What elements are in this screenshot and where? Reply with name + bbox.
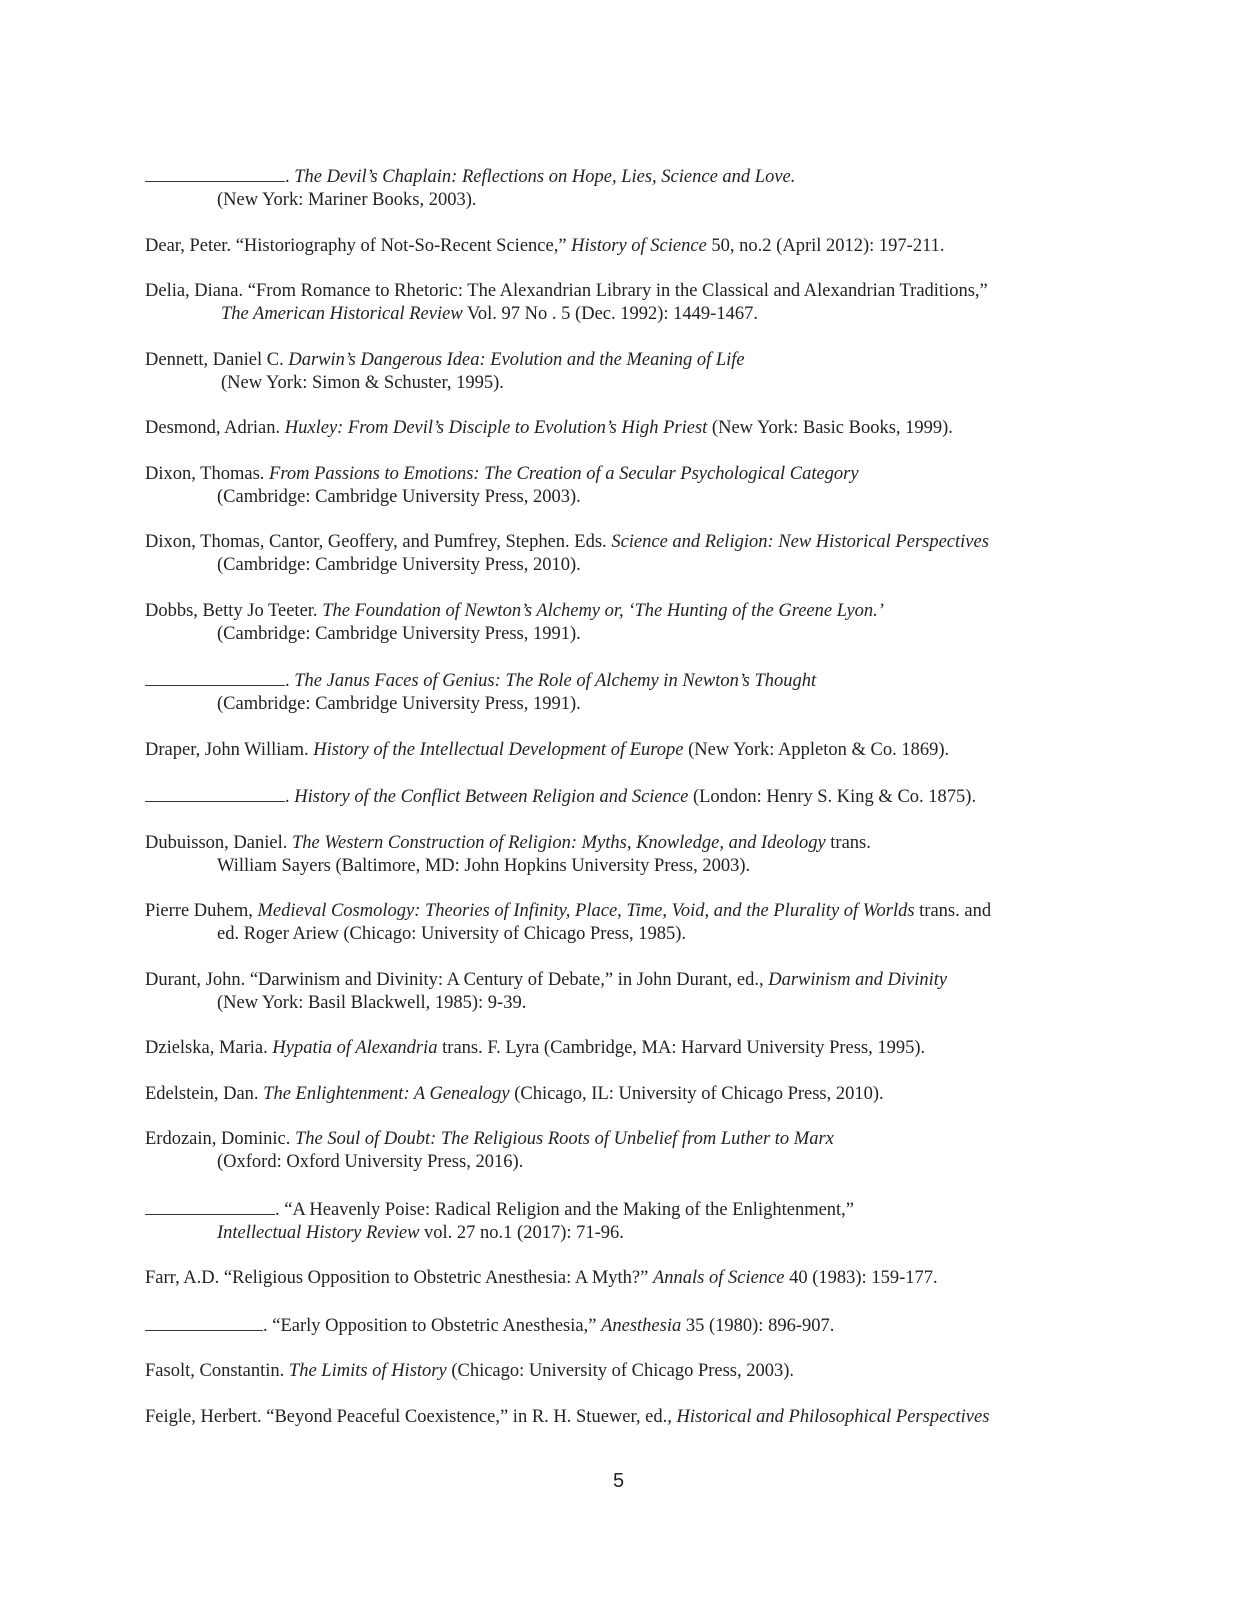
entry-first-line: Durant, John. “Darwinism and Divinity: A Century of Debate,” in John Durant, ed., Darwinism and Divinity bbox=[145, 969, 948, 990]
italic-title: History of Science bbox=[571, 235, 707, 256]
bibliography-entry bbox=[145, 1083, 1095, 1106]
bibliography-entry bbox=[145, 900, 1095, 946]
italic-title: The Limits of History bbox=[288, 1361, 447, 1381]
italic-title: The Western Construction of Religion: Myths, Knowledge, and Ideology bbox=[291, 832, 826, 853]
entry-first-line: Fasolt, Constantin. The Limits of History (Chicago: University of Chicago Press, 2003). bbox=[145, 1361, 795, 1381]
entry-continuation-line: William Sayers (Baltimore, MD: John Hopkins University Press, 2003). bbox=[217, 855, 751, 876]
ditto-author-line bbox=[145, 1197, 275, 1215]
italic-title: History of the Conflict Between Religion and Science bbox=[294, 787, 689, 807]
italic-title: Anesthesia bbox=[601, 1315, 682, 1336]
italic-title: From Passions to Emotions: The Creation of a Secular Psychological Category bbox=[269, 463, 859, 484]
italic-title: The Enlightenment: A Genealogy bbox=[263, 1083, 510, 1104]
bibliography-entry bbox=[145, 463, 1095, 509]
entry-first-line: Dubuisson, Daniel. The Western Construction of Religion: Myths, Knowledge, and Ideology trans. bbox=[145, 832, 871, 853]
entry-first-line: Dzielska, Maria. Hypatia of Alexandria trans. F. Lyra (Cambridge, MA: Harvard University Press, 1995). bbox=[145, 1038, 926, 1058]
entry-first-line: Dobbs, Betty Jo Teeter. The Foundation of Newton’s Alchemy or, ‘The Hunting of the Greene Lyon.’ bbox=[145, 600, 884, 621]
bibliography-entry bbox=[145, 164, 1095, 212]
entry-first-line: . The Janus Faces of Genius: The Role of Alchemy in Newton’s Thought bbox=[145, 668, 1095, 693]
entry-continuation-line: (Cambridge: Cambridge University Press, 1991). bbox=[217, 694, 581, 714]
entry-continuation-line: (Cambridge: Cambridge University Press, 1991). bbox=[217, 623, 581, 644]
entry-first-line: Farr, A.D. “Religious Opposition to Obstetric Anesthesia: A Myth?” Annals of Science 40 (1983): 159-177. bbox=[145, 1268, 938, 1288]
italic-title: Darwin’s Dangerous Idea: Evolution and the Meaning of Life bbox=[288, 349, 745, 370]
entry-continuation-line: Intellectual History Review vol. 27 no.1 (2017): 71-96. bbox=[217, 1222, 624, 1243]
entry-continuation-line: (New York: Basil Blackwell, 1985): 9-39. bbox=[217, 992, 527, 1013]
bibliography-entry bbox=[145, 1360, 1095, 1383]
italic-title: The American Historical Review bbox=[221, 304, 463, 324]
ditto-author-line bbox=[145, 784, 285, 802]
bibliography-entry bbox=[145, 832, 1095, 878]
italic-title: Darwinism and Divinity bbox=[768, 969, 948, 990]
entry-first-line: Erdozain, Dominic. The Soul of Doubt: The Religious Roots of Unbelief from Luther to Marx bbox=[145, 1129, 834, 1149]
entry-first-line: Dixon, Thomas, Cantor, Geoffery, and Pumfrey, Stephen. Eds. Science and Religion: New Historical Perspectives bbox=[145, 532, 989, 552]
page-number: 5 bbox=[612, 1470, 625, 1492]
bibliography-entry bbox=[145, 417, 1095, 440]
ditto-author-line bbox=[145, 668, 285, 686]
bibliography-entry bbox=[145, 235, 1095, 258]
italic-title: Hypatia of Alexandria bbox=[272, 1038, 438, 1058]
italic-title: History of the Intellectual Development of Europe bbox=[313, 739, 684, 760]
bibliography-entry bbox=[145, 668, 1095, 716]
entry-continuation-line: ed. Roger Ariew (Chicago: University of Chicago Press, 1985). bbox=[217, 924, 687, 944]
entry-first-line: Feigle, Herbert. “Beyond Peaceful Coexistence,” in R. H. Stuewer, ed., Historical and Philosophical Perspectives bbox=[145, 1406, 990, 1427]
bibliography-entry bbox=[145, 1128, 1095, 1174]
entry-continuation-line: (Cambridge: Cambridge University Press, 2010). bbox=[217, 555, 581, 575]
bibliography-entry bbox=[145, 600, 1095, 646]
entry-continuation-line: (New York: Mariner Books, 2003). bbox=[217, 190, 477, 210]
entry-first-line: Pierre Duhem, Medieval Cosmology: Theories of Infinity, Place, Time, Void, and the Plurality of Worlds trans. and bbox=[145, 901, 992, 921]
bibliography-entry bbox=[145, 349, 1095, 395]
italic-title: The Soul of Doubt: The Religious Roots of Unbelief from Luther to Marx bbox=[295, 1129, 834, 1149]
ditto-author-line bbox=[145, 1313, 263, 1331]
bibliography-entry bbox=[145, 1406, 1095, 1429]
entry-first-line: . The Devil’s Chaplain: Reflections on Hope, Lies, Science and Love. bbox=[145, 164, 1095, 189]
bibliography-entry bbox=[145, 739, 1095, 762]
bibliography-entry bbox=[145, 531, 1095, 577]
italic-title: The Foundation of Newton’s Alchemy or, ‘The Hunting of the Greene Lyon.’ bbox=[322, 600, 884, 621]
bibliography-entry bbox=[145, 1267, 1095, 1290]
entry-first-line: . History of the Conflict Between Religion and Science (London: Henry S. King & Co. 1875). bbox=[145, 784, 1095, 809]
entry-first-line: Dear, Peter. “Historiography of Not-So-Recent Science,” History of Science 50, no.2 (April 2012): 197-211. bbox=[145, 235, 945, 256]
bibliography-entry bbox=[145, 280, 1095, 326]
bibliography bbox=[145, 164, 1095, 1451]
italic-title: The Janus Faces of Genius: The Role of Alchemy in Newton’s Thought bbox=[294, 671, 817, 691]
entry-continuation-line: (New York: Simon & Schuster, 1995). bbox=[221, 372, 504, 393]
entry-continuation-line: (Cambridge: Cambridge University Press, 2003). bbox=[217, 486, 581, 507]
italic-title: Historical and Philosophical Perspectives bbox=[676, 1406, 990, 1427]
bibliography-entry bbox=[145, 1313, 1095, 1338]
entry-first-line: Desmond, Adrian. Huxley: From Devil’s Disciple to Evolution’s High Priest (New York: Basic Books, 1999). bbox=[145, 418, 953, 438]
bibliography-entry bbox=[145, 969, 1095, 1015]
italic-title: Science and Religion: New Historical Perspectives bbox=[611, 532, 989, 552]
entry-first-line: . “A Heavenly Poise: Radical Religion and the Making of the Enlightenment,” bbox=[145, 1197, 1095, 1222]
bibliography-entry bbox=[145, 1037, 1095, 1060]
italic-title: Annals of Science bbox=[652, 1268, 785, 1288]
entry-first-line: Edelstein, Dan. The Enlightenment: A Genealogy (Chicago, IL: University of Chicago Press, 2010). bbox=[145, 1083, 884, 1104]
italic-title: Huxley: From Devil’s Disciple to Evolution’s High Priest bbox=[284, 418, 708, 438]
italic-title: The Devil’s Chaplain: Reflections on Hope, Lies, Science and Love. bbox=[294, 167, 796, 187]
ditto-author-line bbox=[145, 164, 285, 182]
entry-first-line: Dixon, Thomas. From Passions to Emotions: The Creation of a Secular Psychological Category bbox=[145, 463, 859, 484]
italic-title: Medieval Cosmology: Theories of Infinity, Place, Time, Void, and the Plurality of Worlds bbox=[257, 901, 915, 921]
bibliography-entry bbox=[145, 1197, 1095, 1245]
entry-continuation-line: The American Historical Review Vol. 97 No . 5 (Dec. 1992): 1449-1467. bbox=[221, 304, 758, 324]
bibliography-entry bbox=[145, 784, 1095, 809]
italic-title: Intellectual History Review bbox=[217, 1222, 420, 1243]
entry-first-line: . “Early Opposition to Obstetric Anesthesia,” Anesthesia 35 (1980): 896-907. bbox=[145, 1313, 1095, 1338]
entry-first-line: Delia, Diana. “From Romance to Rhetoric: The Alexandrian Library in the Classical and Alexandrian Traditions,” bbox=[145, 281, 988, 301]
entry-first-line: Draper, John William. History of the Intellectual Development of Europe (New York: Appleton & Co. 1869). bbox=[145, 739, 950, 760]
entry-first-line: Dennett, Daniel C. Darwin’s Dangerous Idea: Evolution and the Meaning of Life bbox=[145, 349, 745, 370]
entry-continuation-line: (Oxford: Oxford University Press, 2016). bbox=[217, 1152, 524, 1172]
